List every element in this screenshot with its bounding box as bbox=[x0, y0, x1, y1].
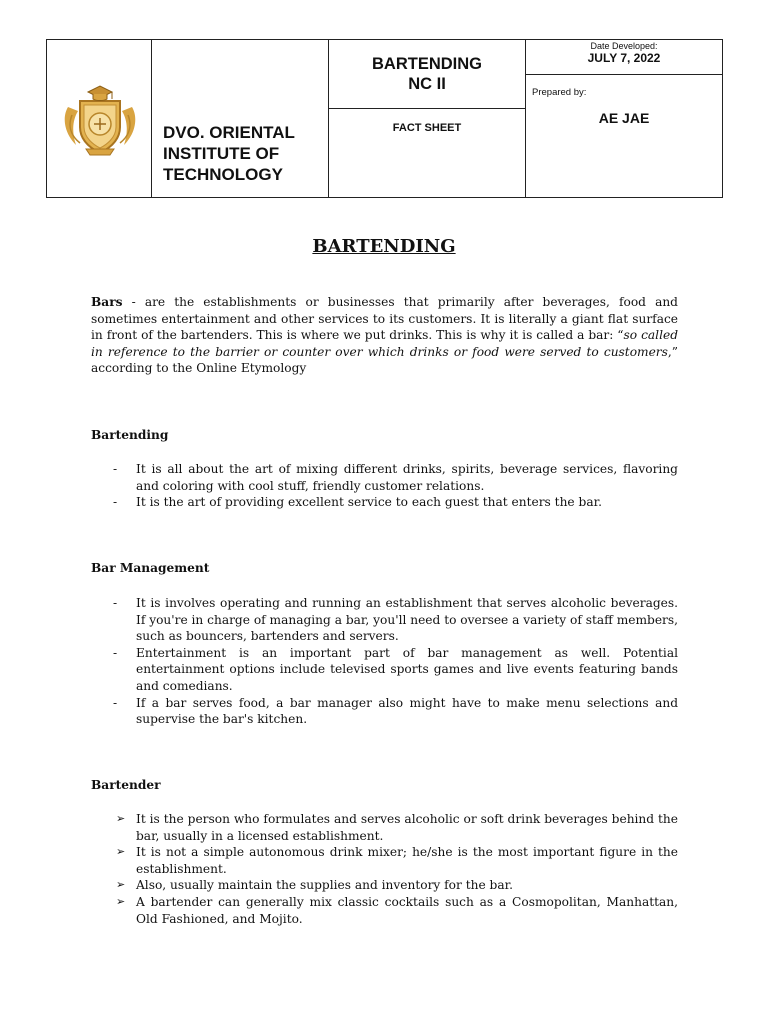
list-item-text: If a bar serves food, a bar manager also might have to make menu selections and supervise the bar's kitchen. bbox=[136, 695, 678, 727]
intro-term: Bars bbox=[91, 295, 123, 309]
list-item bbox=[91, 645, 678, 695]
list-item-text: It is the person who formulates and serves alcoholic or soft drink beverages behind the bar, usually in a licensed establishment. bbox=[136, 812, 678, 843]
bartending-list bbox=[91, 461, 678, 511]
arrow-bullet-icon: ➢ bbox=[116, 894, 126, 908]
arrow-bullet-icon: ➢ bbox=[116, 878, 126, 892]
intro-paragraph bbox=[91, 294, 678, 377]
section-heading-bartender: Bartender bbox=[91, 778, 161, 792]
list-item-text: A bartender can generally mix classic cocktails such as a Cosmopolitan, Manhattan, Old Fashioned, and Mojito. bbox=[136, 894, 678, 926]
arrow-bullet-icon: ➢ bbox=[116, 812, 126, 825]
bar-management-list bbox=[91, 595, 678, 728]
bartender-list bbox=[91, 811, 678, 927]
list-item-text: Also, usually maintain the supplies and inventory for the bar. bbox=[136, 878, 513, 893]
list-item-text: It is all about the art of mixing different drinks, spirits, beverage services, flavoring and coloring with cool stuff, friendly customer relations. bbox=[136, 462, 678, 493]
prepared-by-label: Prepared by: bbox=[532, 87, 587, 98]
dash-bullet-icon: - bbox=[113, 596, 118, 610]
course-title-line1: BARTENDING bbox=[372, 55, 482, 73]
prepared-by-value: AE JAE bbox=[598, 110, 650, 126]
date-developed-cell bbox=[526, 40, 722, 74]
list-item bbox=[91, 844, 678, 877]
dash-bullet-icon: - bbox=[113, 645, 118, 660]
course-title-line2: NC II bbox=[408, 75, 446, 93]
list-item bbox=[91, 877, 678, 894]
school-crest-logo-icon bbox=[60, 79, 140, 159]
dash-bullet-icon: - bbox=[113, 462, 118, 476]
intro-text-before: - are the establishments or businesses that primarily after beverages, food and sometimes entertainment and other services to its customers. It is literally a giant flat surface in front of the bartenders. This is where we put drinks. This is why it is called a bar: “ bbox=[91, 295, 678, 343]
section-heading-bartending: Bartending bbox=[91, 428, 169, 442]
intro-italic-quote: so called in reference to the barrier or counter over which drinks or food were served to customers bbox=[91, 328, 678, 359]
dash-bullet-icon: - bbox=[113, 495, 118, 510]
section-heading-bar-management: Bar Management bbox=[91, 561, 210, 575]
list-item bbox=[91, 494, 678, 511]
logo-cell bbox=[47, 40, 152, 197]
header-table bbox=[46, 39, 723, 198]
document-title: BARTENDING bbox=[312, 236, 456, 257]
list-item bbox=[91, 461, 678, 494]
list-item bbox=[91, 811, 678, 844]
list-item bbox=[91, 695, 678, 728]
document-type: FACT SHEET bbox=[392, 122, 462, 134]
list-item bbox=[91, 894, 678, 927]
list-item-text: Entertainment is an important part of bar management as well. Potential entertainment options include televised sports games and live events featuring bands and comedians. bbox=[136, 645, 678, 693]
arrow-bullet-icon: ➢ bbox=[116, 845, 126, 859]
dash-bullet-icon: - bbox=[113, 695, 118, 710]
list-item-text: It is involves operating and running an establishment that serves alcoholic beverages. If you're in charge of managing a bar, you'll need to oversee a variety of staff members, such as bouncers, bartenders and servers. bbox=[136, 596, 678, 644]
list-item-text: It is not a simple autonomous drink mixer; he/she is the most important figure in the establishment. bbox=[136, 845, 678, 876]
list-item bbox=[91, 595, 678, 645]
date-developed-label: Date Developed: bbox=[590, 41, 658, 51]
date-developed-value: JULY 7, 2022 bbox=[587, 51, 661, 65]
school-name: DVO. ORIENTAL INSTITUTE OF TECHNOLOGY bbox=[163, 123, 295, 184]
prepared-by-cell bbox=[526, 75, 722, 197]
course-title bbox=[329, 40, 525, 108]
list-item-text: It is the art of providing excellent service to each guest that enters the bar. bbox=[136, 495, 602, 510]
intro-text-after: ,” according to the Online Etymology bbox=[91, 344, 678, 376]
